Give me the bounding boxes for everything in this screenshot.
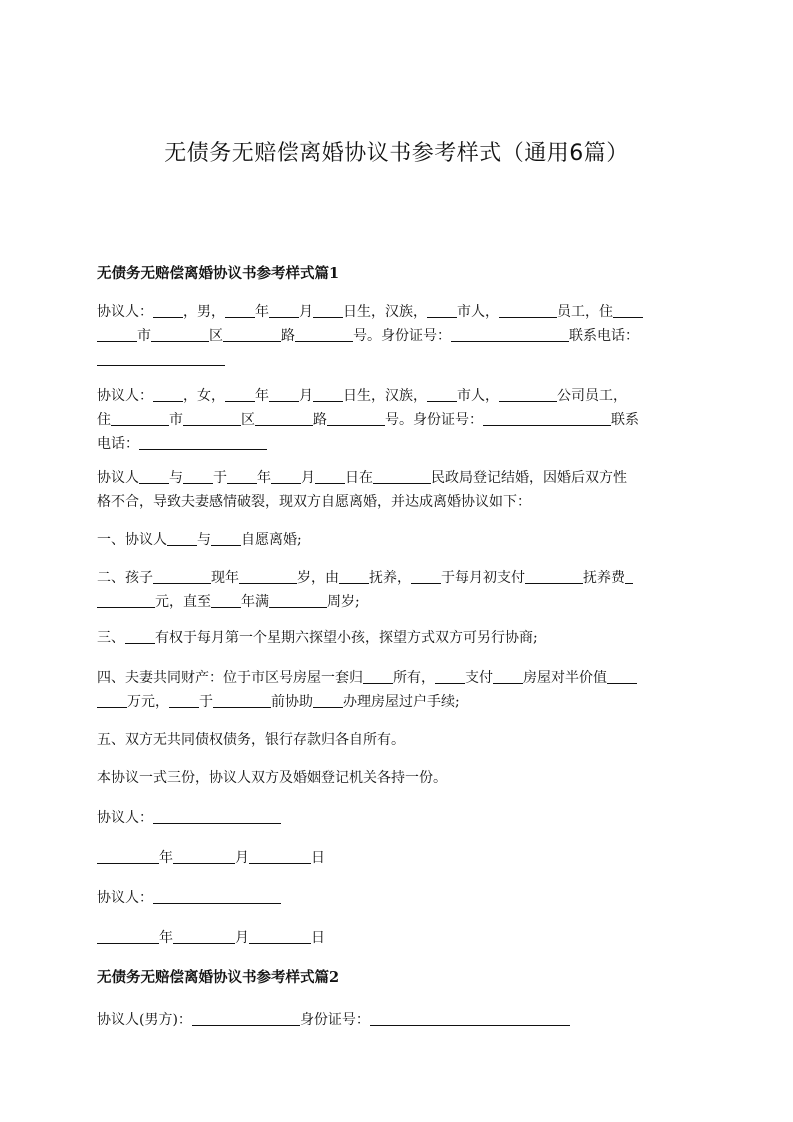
page-title: 无债务无赔偿离婚协议书参考样式（通用6篇） <box>164 141 629 166</box>
party-1-line-1: 协议人： ，男， 年 月 日生，汉族， 市人， 员工，住 <box>97 300 697 324</box>
party-1-line-2: 市 区 路 号。身份证号： 联系电话： <box>97 324 697 348</box>
party-2-line-2: 住 市 区 路 号。身份证号： 联系 <box>97 412 639 428</box>
party-1-line-3 <box>97 348 697 372</box>
clause-5: 五、双方无共同债权债务，银行存款归各自所有。 <box>97 732 405 748</box>
marriage-line-2: 格不合，导致夫妻感情破裂，现双方自愿离婚，并达成离婚协议如下： <box>97 494 531 510</box>
clause-2-line-1: 二、孩子 现年 岁，由 抚养， 于每月初支付 抚养费 <box>97 566 697 590</box>
party-2-line-1: 协议人： ，女， 年 月 日生，汉族， 市人， 公司员工， <box>97 388 627 404</box>
signature-party-2: 协议人： <box>97 886 697 910</box>
date-line-2: 年 月 日 <box>97 926 697 950</box>
clause-1: 一、协议人 与 自愿离婚; <box>97 532 302 548</box>
signature-party-1: 协议人： <box>97 806 697 830</box>
clause-4-line-2: 万元， 于 前协助 办理房屋过户手续; <box>97 690 697 714</box>
clause-2-line-2: 元，直至 年满 周岁; <box>97 590 697 614</box>
marriage-line-1: 协议人 与 于 年 月 日在 民政局登记结婚，因婚后双方性 <box>97 470 627 486</box>
section-heading-1: 无债务无赔偿离婚协议书参考样式篇1 <box>97 265 340 282</box>
clause-3: 三、 有权于每月第一个星期六探望小孩，探望方式双方可另行协商; <box>97 630 538 646</box>
copies-note: 本协议一式三份，协议人双方及婚姻登记机关各持一份。 <box>97 770 447 786</box>
section-2-party-line: 协议人(男方)： 身份证号： <box>97 1008 697 1032</box>
section-heading-2: 无债务无赔偿离婚协议书参考样式篇2 <box>97 969 340 986</box>
party-2-line-3: 电话： <box>97 432 697 456</box>
date-line-1: 年 月 日 <box>97 846 697 870</box>
clause-4-line-1: 四、夫妻共同财产：位于市区号房屋一套归 所有， 支付 房屋对半价值 <box>97 666 697 690</box>
